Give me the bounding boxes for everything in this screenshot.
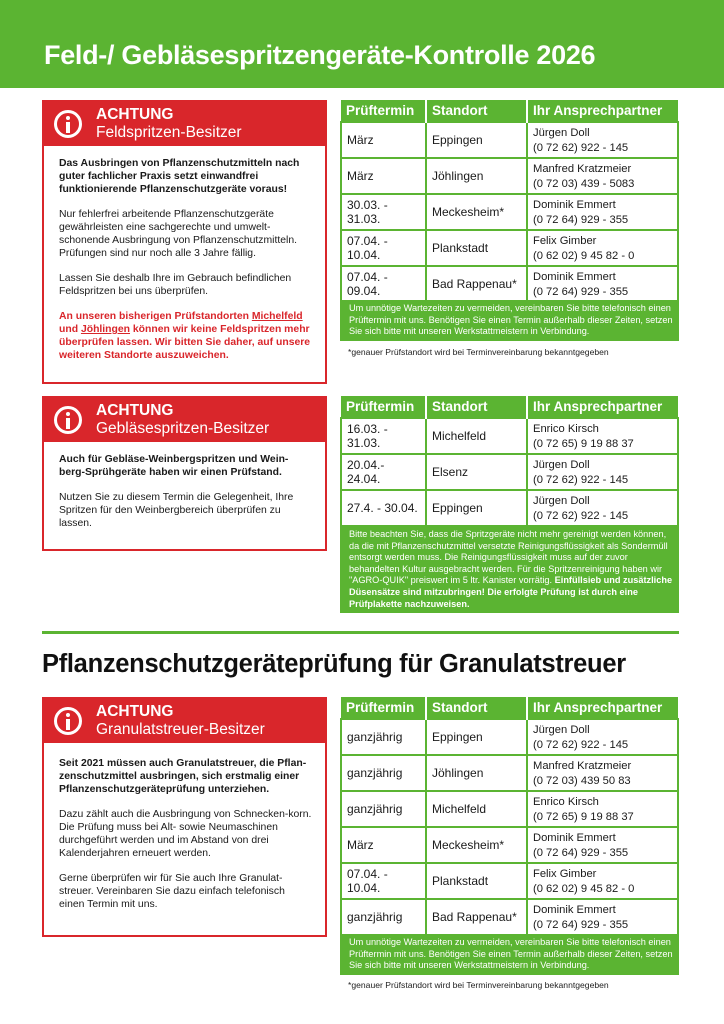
info-icon [54, 110, 82, 138]
page-title: Feld-/ Gebläsespritzengeräte-Kontrolle 2026 [44, 40, 596, 70]
column-header-location: Standort [426, 697, 527, 719]
table-note: Um unnötige Wartezeiten zu vermeiden, vereinbaren Sie bitte telefonisch einen Prüftermin mit uns. Benötigen Sie einen Termin außerhalb dieser Zeiten, setzen Sie sich bitte mit unseren Werkstattmeistern in Verbindung. [340, 934, 679, 975]
info-icon [54, 406, 82, 434]
cell-contact [527, 863, 678, 899]
schedule-table-granulatstreuer [340, 697, 679, 936]
table-header-row [341, 396, 678, 418]
schedule-table-feldspritzen [340, 100, 679, 303]
cell-date: März [341, 158, 426, 194]
cell-contact [527, 194, 678, 230]
warning-title: ACHTUNG [96, 106, 174, 123]
cell-contact [527, 827, 678, 863]
table-row [341, 791, 678, 827]
warning-header [44, 398, 325, 442]
cell-contact [527, 899, 678, 935]
contact-name: Enrico Kirsch [533, 422, 599, 435]
cell-date: ganzjährig [341, 791, 426, 827]
warning-body [44, 743, 325, 921]
cell-location: Eppingen [426, 122, 527, 158]
alert-location-michelfeld: Michelfeld [251, 311, 303, 322]
column-header-contact: Ihr Ansprechpartner [527, 396, 678, 418]
table-row [341, 194, 678, 230]
cell-date: 16.03. - 31.03. [341, 418, 426, 454]
warning-paragraph: Das Ausbringen von Pflanzenschutzmitteln nach guter fachlicher Praxis setzt einwandfrei funktionierende Pflanzenschutzgeräte voraus! [59, 158, 300, 195]
table-note [340, 526, 679, 613]
table-note: Um unnötige Wartezeiten zu vermeiden, vereinbaren Sie bitte telefonisch einen Prüftermin mit uns. Benötigen Sie einen Termin außerhalb dieser Zeiten, setzen Sie sich bitte mit unseren Werkstattmeistern in Verbindung. [340, 300, 679, 341]
contact-phone: (0 62 02) 9 45 82 - 0 [533, 882, 635, 895]
contact-phone: (0 72 62) 922 - 145 [533, 738, 629, 751]
warning-alert-paragraph [59, 310, 313, 362]
contact-name: Jürgen Doll [533, 494, 590, 507]
column-header-contact: Ihr Ansprechpartner [527, 697, 678, 719]
table-row [341, 490, 678, 526]
contact-phone: (0 72 64) 929 - 355 [533, 846, 629, 859]
warning-box-feldspritzen [42, 100, 327, 384]
table-row [341, 266, 678, 302]
contact-phone: (0 72 64) 929 - 355 [533, 918, 629, 931]
table-row [341, 863, 678, 899]
note-bold-text: Einfüllsieb und zusätzliche Düsensätze sind mitzubringen! Die erfolgte Prüfung ist durch eine Prüfplakette nachzuweisen. [349, 575, 673, 609]
info-icon [54, 707, 82, 735]
warning-box-granulatstreuer [42, 697, 327, 937]
contact-phone: (0 72 62) 922 - 145 [533, 141, 629, 154]
cell-location: Eppingen [426, 719, 527, 755]
section-title: Pflanzenschutzgeräteprüfung für Granulatstreuer [42, 650, 626, 678]
table-row [341, 899, 678, 935]
table-row [341, 719, 678, 755]
cell-location: Meckesheim* [426, 827, 527, 863]
warning-paragraph: Dazu zählt auch die Ausbringung von Schnecken-korn. Die Prüfung muss bei Alt- sowie Neumaschinen durchgeführt werden und im Abstand von drei Kalenderjahren erneuert werden. [59, 809, 312, 859]
warning-paragraph: Nutzen Sie zu diesem Termin die Gelegenheit, Ihre Spritzen für den Weinbergbereich überprüfen zu lassen. [59, 492, 294, 529]
cell-date: ganzjährig [341, 899, 426, 935]
contact-name: Dominik Emmert [533, 198, 616, 211]
cell-location: Michelfeld [426, 791, 527, 827]
cell-location: Eppingen [426, 490, 527, 526]
cell-date: ganzjährig [341, 719, 426, 755]
cell-location: Jöhlingen [426, 755, 527, 791]
contact-phone: (0 72 62) 922 - 145 [533, 473, 629, 486]
cell-location: Meckesheim* [426, 194, 527, 230]
contact-name: Jürgen Doll [533, 723, 590, 736]
cell-date: 07.04. - 10.04. [341, 230, 426, 266]
contact-phone: (0 72 03) 439 50 83 [533, 774, 631, 787]
column-header-date: Prüftermin [341, 100, 426, 122]
contact-name: Jürgen Doll [533, 458, 590, 471]
warning-paragraph: Auch für Gebläse-Weinbergspritzen und Wein-berg-Sprühgeräte haben wir einen Prüfstand. [59, 454, 289, 478]
cell-contact [527, 122, 678, 158]
contact-phone: (0 72 64) 929 - 355 [533, 213, 629, 226]
contact-name: Manfred Kratzmeier [533, 162, 632, 175]
cell-date: März [341, 122, 426, 158]
note-text: Bitte beachten Sie, dass die Spritzgeräte nicht mehr gereinigt werden können, da die mit Pflanzenschutzmittel versetzte Reinigungsflüssigkeit als Sondermüll entsorgt werden muss. Die Reinigungsflüssigkeit muss auf der zuvor behandelten Kultur ausgebracht werden. Für die Spritzenreinigung haben wir "AGRO-QUIK" preiswert im 5 ltr. Kanister vorrätig. [349, 529, 668, 586]
table-row [341, 827, 678, 863]
table-row [341, 158, 678, 194]
contact-name: Dominik Emmert [533, 903, 616, 916]
cell-location: Michelfeld [426, 418, 527, 454]
cell-location: Jöhlingen [426, 158, 527, 194]
header-bar [0, 0, 724, 88]
table-row [341, 230, 678, 266]
cell-location: Plankstadt [426, 230, 527, 266]
column-header-date: Prüftermin [341, 697, 426, 719]
contact-name: Manfred Kratzmeier [533, 759, 632, 772]
cell-location: Elsenz [426, 454, 527, 490]
alert-text: und [59, 324, 81, 335]
alert-location-joehlingen: Jöhlingen [80, 324, 131, 335]
table-footnote: *genauer Prüfstandort wird bei Terminvereinbarung bekanntgegeben [348, 347, 609, 357]
warning-header [44, 699, 325, 743]
table-row [341, 418, 678, 454]
cell-contact [527, 454, 678, 490]
cell-contact [527, 755, 678, 791]
table-header-row [341, 100, 678, 122]
table-footnote: *genauer Prüfstandort wird bei Terminvereinbarung bekanntgegeben [348, 980, 609, 990]
warning-paragraph: Nur fehlerfrei arbeitende Pflanzenschutzgeräte gewährleisten eine sachgerechte und umwelt-schonende Ausbringung von Pflanzenschutzmitteln. Prüfungen sind nur noch alle 3 Jahre fällig. [59, 209, 297, 259]
cell-date: 20.04.- 24.04. [341, 454, 426, 490]
cell-date: 07.04. - 09.04. [341, 266, 426, 302]
warning-subtitle: Gebläsespritzen-Besitzer [96, 420, 270, 437]
section-divider [42, 631, 679, 634]
contact-name: Jürgen Doll [533, 126, 590, 139]
cell-contact [527, 266, 678, 302]
cell-date: 07.04. - 10.04. [341, 863, 426, 899]
table-row [341, 755, 678, 791]
cell-location: Plankstadt [426, 863, 527, 899]
cell-date: ganzjährig [341, 755, 426, 791]
cell-contact [527, 490, 678, 526]
schedule-table-geblaesespritzen [340, 396, 679, 527]
cell-contact [527, 158, 678, 194]
table-header-row [341, 697, 678, 719]
cell-date: März [341, 827, 426, 863]
cell-date: 30.03. - 31.03. [341, 194, 426, 230]
warning-title: ACHTUNG [96, 703, 174, 720]
contact-phone: (0 62 02) 9 45 82 - 0 [533, 249, 635, 262]
warning-box-geblaesespritzen [42, 396, 327, 551]
cell-contact [527, 230, 678, 266]
cell-contact [527, 791, 678, 827]
contact-name: Felix Gimber [533, 867, 597, 880]
contact-name: Dominik Emmert [533, 831, 616, 844]
contact-name: Felix Gimber [533, 234, 597, 247]
contact-name: Enrico Kirsch [533, 795, 599, 808]
contact-phone: (0 72 65) 9 19 88 37 [533, 437, 634, 450]
cell-location: Bad Rappenau* [426, 266, 527, 302]
column-header-date: Prüftermin [341, 396, 426, 418]
cell-contact [527, 418, 678, 454]
contact-name: Dominik Emmert [533, 270, 616, 283]
table-row [341, 122, 678, 158]
column-header-contact: Ihr Ansprechpartner [527, 100, 678, 122]
contact-phone: (0 72 64) 929 - 355 [533, 285, 629, 298]
contact-phone: (0 72 65) 9 19 88 37 [533, 810, 634, 823]
contact-phone: (0 72 03) 439 - 5083 [533, 177, 635, 190]
table-row [341, 454, 678, 490]
alert-text: können wir keine Feldspritzen mehr überprüfen lassen. Wir bitten Sie daher, auf unsere weiteren Standorte auszuweichen. [59, 324, 311, 361]
cell-date: 27.4. - 30.04. [341, 490, 426, 526]
warning-body [44, 442, 325, 540]
warning-title: ACHTUNG [96, 402, 174, 419]
warning-subtitle: Feldspritzen-Besitzer [96, 124, 242, 141]
contact-phone: (0 72 62) 922 - 145 [533, 509, 629, 522]
warning-body [44, 146, 325, 372]
warning-subtitle: Granulatstreuer-Besitzer [96, 721, 265, 738]
column-header-location: Standort [426, 396, 527, 418]
warning-paragraph: Lassen Sie deshalb Ihre im Gebrauch befindlichen Feldspritzen bei uns überprüfen. [59, 273, 292, 297]
cell-contact [527, 719, 678, 755]
warning-paragraph: Seit 2021 müssen auch Granulatstreuer, die Pflan-zenschutzmittel ausbringen, sich erstmalig einer Pflanzenschutzgeräteprüfung unterziehen. [59, 758, 307, 795]
warning-paragraph: Gerne überprüfen wir für Sie auch Ihre Granulat-streuer. Vereinbaren Sie dazu einfach telefonisch einen Termin mit uns. [59, 873, 285, 910]
warning-header [44, 102, 325, 146]
column-header-location: Standort [426, 100, 527, 122]
alert-text: An unseren bisherigen Prüfstandorten [59, 311, 252, 322]
cell-location: Bad Rappenau* [426, 899, 527, 935]
